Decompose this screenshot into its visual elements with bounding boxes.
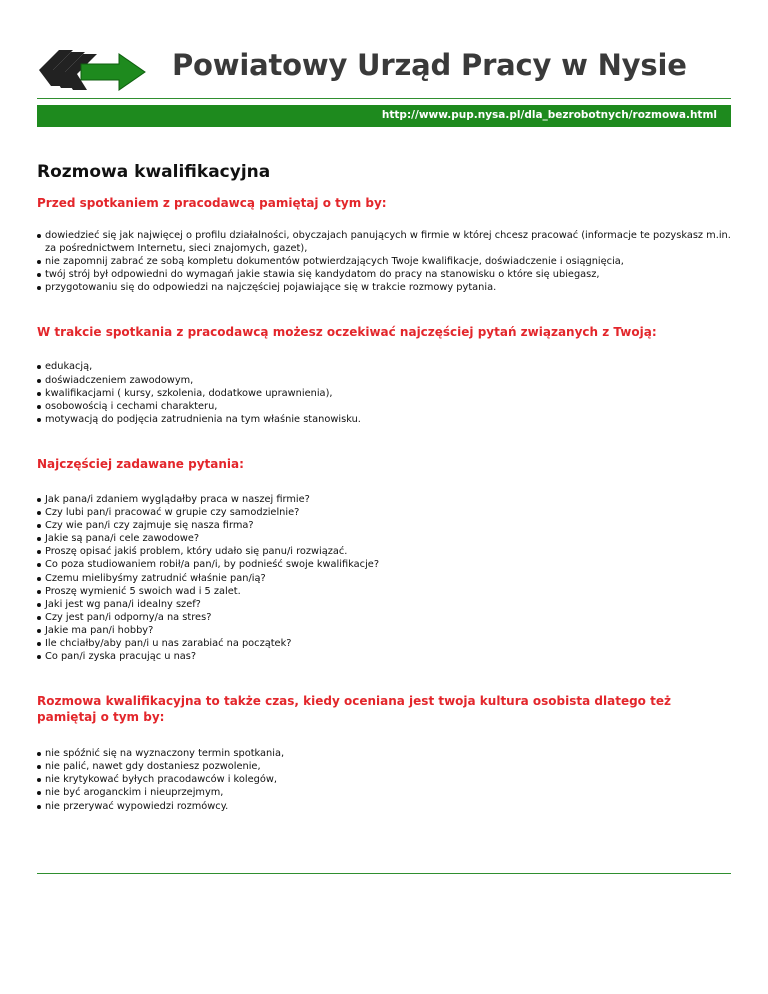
list-item: Czy lubi pan/i pracować w grupie czy samodzielnie? (37, 506, 731, 519)
section-heading: W trakcie spotkania z pracodawcą możesz oczekiwać najczęściej pytań związanych z Twoją: (37, 325, 657, 340)
section-before-meeting (37, 195, 731, 294)
list-item: przygotowaniu się do odpowiedzi na najczęściej pojawiające się w trakcie rozmowy pytania. (37, 281, 731, 294)
list-item: kwalifikacjami ( kursy, szkolenia, dodatkowe uprawnienia), (37, 387, 731, 400)
main-content (37, 162, 731, 813)
section-common-questions (37, 456, 731, 663)
list-item: Jakie są pana/i cele zawodowe? (37, 532, 731, 545)
list-item: Czy wie pan/i czy zajmuje się nasza firma? (37, 519, 731, 532)
url-bar (37, 105, 731, 127)
list-item: nie palić, nawet gdy dostaniesz pozwolenie, (37, 760, 731, 773)
page-url-link[interactable]: http://www.pup.nysa.pl/dla_bezrobotnych/rozmowa.html (381, 109, 717, 121)
section-personal-culture (37, 693, 731, 812)
section-heading: Rozmowa kwalifikacyjna to także czas, kiedy oceniana jest twoja kultura osobista dlatego też pamiętaj o tym by: (37, 694, 671, 725)
page-title: Rozmowa kwalifikacyjna (37, 162, 271, 182)
list-item: Ile chciałby/aby pan/i u nas zarabiać na początek? (37, 637, 731, 650)
list-item: Co poza studiowaniem robił/a pan/i, by podnieść swoje kwalifikacje? (37, 558, 731, 571)
folders-arrow-icon (37, 42, 149, 94)
list-item: nie spóźnić się na wyznaczony termin spotkania, (37, 747, 731, 760)
list-item: Proszę opisać jakiś problem, który udało się panu/i rozwiązać. (37, 545, 731, 558)
list-item: Co pan/i zyska pracując u nas? (37, 650, 731, 663)
list-item: Jakie ma pan/i hobby? (37, 624, 731, 637)
list-item: twój strój był odpowiedni do wymagań jakie stawia się kandydatom do pracy na stanowisku o które się ubiegasz, (37, 268, 731, 281)
list-item: Jaki jest wg pana/i idealny szef? (37, 598, 731, 611)
bullet-list (37, 493, 731, 663)
section-during-meeting (37, 324, 731, 425)
header-divider (37, 98, 731, 99)
list-item: Proszę wymienić 5 swoich wad i 5 zalet. (37, 585, 731, 598)
bullet-list (37, 229, 731, 294)
list-item: nie zapomnij zabrać ze sobą kompletu dokumentów potwierdzających Twoje kwalifikacje, doświadczenie i osiągnięcia, (37, 255, 731, 268)
footer-divider (37, 873, 731, 874)
list-item: osobowością i cechami charakteru, (37, 400, 731, 413)
list-item: nie być aroganckim i nieuprzejmym, (37, 786, 731, 799)
list-item: nie krytykować byłych pracodawców i kolegów, (37, 773, 731, 786)
list-item: edukacją, (37, 360, 731, 373)
list-item: Czy jest pan/i odporny/a na stres? (37, 611, 731, 624)
section-heading: Przed spotkaniem z pracodawcą pamiętaj o tym by: (37, 196, 387, 210)
list-item: doświadczeniem zawodowym, (37, 374, 731, 387)
page-header (37, 36, 731, 100)
list-item: Czemu mielibyśmy zatrudnić właśnie pan/ią? (37, 572, 731, 585)
bullet-list (37, 747, 731, 812)
list-item: nie przerywać wypowiedzi rozmówcy. (37, 800, 731, 813)
list-item: motywacją do podjęcia zatrudnienia na tym właśnie stanowisku. (37, 413, 731, 426)
list-item: dowiedzieć się jak najwięcej o profilu działalności, obyczajach panujących w firmie w której chcesz pracować (informacje te pozyskasz m.in. za pośrednictwem Internetu, sieci znajomych, gazet), (37, 229, 731, 255)
bullet-list (37, 360, 731, 425)
list-item: Jak pana/i zdaniem wyglądałby praca w naszej firmie? (37, 493, 731, 506)
site-title: Powiatowy Urząd Pracy w Nysie (172, 48, 687, 82)
section-heading: Najczęściej zadawane pytania: (37, 456, 244, 471)
